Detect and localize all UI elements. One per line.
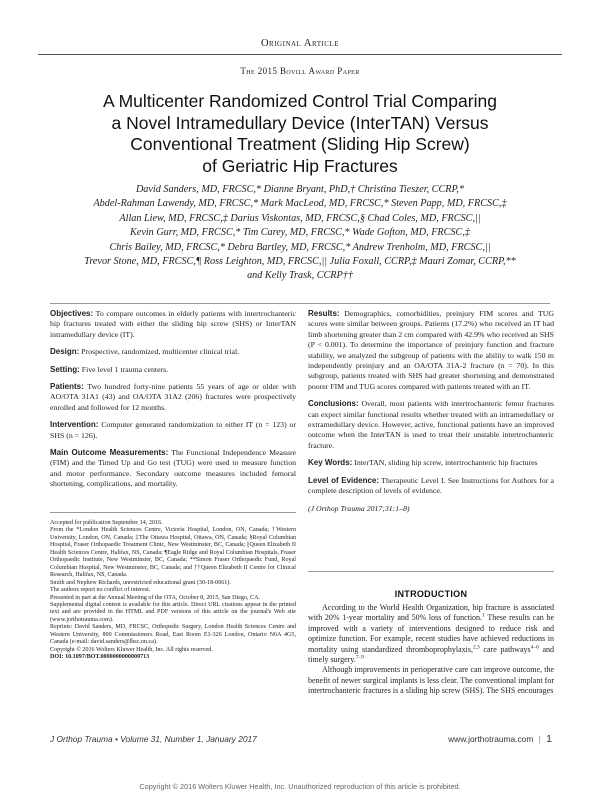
footnotes (50, 520, 296, 662)
title-line: of Geriatric Hip Fractures (202, 155, 398, 176)
abstract-intervention (50, 420, 296, 441)
abstract-conclusions (308, 399, 554, 451)
title-line: A Multicenter Randomized Control Trial Comparing (103, 91, 497, 111)
abstract-outcome (50, 448, 296, 490)
citation-ref: 7–9 (355, 654, 364, 661)
evidence-text: Therapeutic Level I. See Instructions for Authors for a complete description of levels of evidence. (308, 475, 555, 496)
introduction-paragraph: According to the World Health Organization, hip fracture is associated with 20% 1-year mortality and 50% loss of function.$^1$ These results can be improved with a variety of interventions designed to reduce risk and optimize function. For example, recent studies have achieved reductions in mortality using standardized thromboprophylaxis,$^{2,3}$ care pathways$^{4-6}$ and timely surgery.$^{7-9}$ (308, 603, 554, 665)
footer-journal-info: J Orthop Trauma • Volume 31, Number 1, January 2017 (50, 734, 257, 744)
abstract-patients (50, 382, 296, 413)
copyright-notice: Copyright © 2016 Wolters Kluwer Health, Inc. Unauthorized reproduction of this article is prohibited. (139, 782, 461, 791)
author-line: David Sanders, MD, FRCSC,* Dianne Bryant, PhD,† Christina Tieszer, CCRP,* (135, 184, 465, 195)
footnote-presented: Presented in part at the Annual Meeting of the OTA, October 8, 2015, San Diego, CA. (50, 594, 261, 601)
citation-ref: 1 (482, 612, 485, 619)
author-line: Chris Bailey, MD, FRCSC,* Debra Bartley, MD, FRCSC,* Andrew Trenholm, MD, FRCSC,|| (109, 241, 491, 253)
award-label: The 2015 Bovill Award Paper (240, 66, 360, 76)
footer-separator: | (538, 734, 541, 744)
introduction-paragraph: Although improvements in perioperative care can improve outcome, the benefit of newer surgical implants is less clear. The conventional implant for intertrochanteric fractures is a sliding hip screw (SHS). The SHS encourages (308, 665, 554, 696)
introduction-heading: INTRODUCTION (394, 589, 468, 599)
section-label: Original Article (260, 38, 340, 49)
abstract-setting (50, 365, 296, 375)
page-number: 1 (546, 733, 552, 745)
article-title (40, 91, 560, 177)
abstract-results (308, 309, 554, 392)
abstract-evidence (308, 476, 554, 497)
abstract-citation: (J Orthop Trauma 2017;31:1–8) (308, 503, 410, 513)
author-line: Allan Liew, MD, FRCSC,‡ Darius Viskontas, MD, FRCSC,§ Chad Coles, MD, FRCSC,|| (119, 212, 481, 224)
patients-text: Two hundred forty-nine patients 55 years of age or older with AO/OTA 31A1 (43) and OA/OTA 31A2 (206) fractures were prospectively enrolled and followed for 12 months. (50, 382, 296, 412)
author-list (30, 183, 570, 284)
footer-right (412, 733, 552, 745)
citation-ref: 2,3 (472, 643, 480, 650)
citation-ref: 4–6 (530, 643, 539, 650)
footnote-doi: DOI: 10.1097/BOT.0000000000000713 (50, 654, 150, 661)
outcome-text: The Functional Independence Measure (FIM) and the Timed Up and Go test (TUG) were used to measure function and motor performance. Secondary outcome measures included femoral shortening, complications, and mortality. (50, 448, 297, 489)
abstract-top-divider (50, 303, 550, 304)
footnote-reprints: Reprints: David Sanders, MD, FRCSC, Orthopedic Surgery, London Health Sciences Centre and Western University, 800 Commissioners Road, East Room E1-326 London, Ontario N6A 4G5, Canada (e-mail: david.sanders@lhsc.on.ca). (50, 624, 296, 646)
abstract-bottom-divider (308, 571, 554, 572)
footnote-conflict: The authors report no conflict of interest. (50, 587, 151, 594)
footnote-accepted: Accepted for publication September 14, 2016. (50, 520, 163, 526)
footnote-divider (50, 512, 296, 513)
results-text: Demographics, comorbidities, preinjury FIM scores and TUG scores were similar between groups. Patients (17.2%) who received an IT had limb shortening greater than 2 cm compared with 42.9% who received an SHS (P < 0.001). To determine the importance of preinjury function and fracture stability, we analyzed the subgroup of patients with the ability to walk 150 m independently preinjury and an OA/OTA 31A-2 fracture (n = 70). In this subgroup, patients treated with SHS had greater shortening and demonstrated poorer FIM and TUG scores compared with patients treated with an IT. (308, 309, 554, 391)
introduction-body (308, 603, 554, 697)
results-label: Results: (308, 309, 340, 318)
footer-website-link[interactable]: www.jorthotrauma.com (448, 734, 534, 744)
abstract-objectives (50, 309, 296, 340)
author-line: and Kelly Trask, CCRP†† (247, 270, 353, 282)
author-line: Trevor Stone, MD, FRCSC,¶ Ross Leighton, MD, FRCSC,|| Julia Foxall, CCRP,‡ Mauri Zomar, CCRP,** (84, 256, 516, 268)
author-line: Abdel-Rahman Lawendy, MD, FRCSC,* Mark MacLeod, MD, FRCSC,* Steven Papp, MD, FRCSC,‡ (93, 198, 507, 210)
design-text: Prospective, randomized, multicenter clinical trial. (81, 347, 240, 357)
conclusions-text: Overall, most patients with intertrochanteric femur fractures can expect similar functional results whether treated with an intramedullary or extramedullary device. However, active, functional patients have an improved outcome when the InterTAN is used to treat their unstable intertrochanteric fracture. (308, 399, 554, 450)
patients-label: Patients: (50, 382, 84, 392)
footnote-funding: Smith and Nephew Richards, unrestricted educational grant (30-18-0061). (50, 579, 231, 586)
objectives-label: Objectives: (50, 309, 94, 318)
evidence-label: Level of Evidence: (308, 475, 380, 485)
abstract-design (50, 347, 296, 357)
abstract-right-column (308, 309, 554, 521)
keywords-label: Key Words: (308, 458, 353, 468)
title-line: Conventional Treatment (Sliding Hip Screw) (130, 134, 470, 154)
conclusions-label: Conclusions: (308, 399, 359, 409)
footnote-supplemental: Supplemental digital content is available for this article. Direct URL citations appear in the printed text and are provided in the HTML and PDF versions of this article on the journal's Web site (www.jorthotrauma.com). (50, 601, 296, 623)
setting-text: Five level 1 trauma centers. (81, 364, 169, 374)
outcome-label: Main Outcome Measurements: (50, 448, 169, 458)
setting-label: Setting: (50, 364, 80, 374)
footnote-copyright: Copyright © 2016 Wolters Kluwer Health, Inc. All rights reserved. (50, 646, 213, 653)
keywords-text: InterTAN, sliding hip screw, intertrochanteric hip fractures (354, 458, 538, 468)
title-line: a Novel Intramedullary Device (InterTAN) Versus (111, 112, 489, 133)
objectives-text: To compare outcomes in elderly patients with intertrochanteric hip fractures treated with either the sliding hip screw (SHS) or InterTAN intramedullary device (IT). (50, 309, 296, 339)
author-line: Kevin Gurr, MD, FRCSC,* Tim Carey, MD, FRCSC,* Wade Gofton, MD, FRCSC,‡ (130, 227, 470, 239)
abstract-left-column (50, 309, 296, 497)
intervention-label: Intervention: (50, 420, 99, 430)
intervention-text: Computer generated randomization to either IT (n = 123) or SHS (n = 126). (50, 420, 296, 440)
header-divider (38, 54, 562, 55)
footnote-affiliations: From the *London Health Sciences Centre, Victoria Hospital, London, ON, Canada; †Western University, London, ON, Canada; ‡The Ottawa Hospital, Ottawa, ON, Canada; §Royal Columbian Hospital, Fraser Orthopaedic Treatment Clinic, New Westminster, BC, Canada; ||Queen Elizabeth II Health Sciences Centre, Halifax, NS, Canada; ¶Eagle Ridge and Royal Columbian Hospitals, Fraser Orthopaedic Institute, New Westminster, BC, Canada; **Simon Fraser Orthopaedic Fund, Royal Columbian Hospital, New Westminster, BC, Canada; and ††Queen Elizabeth II Centre for Clinical Research, Halifax, NS, Canada. (50, 527, 296, 579)
abstract-keywords (308, 458, 554, 468)
design-label: Design: (50, 347, 80, 357)
